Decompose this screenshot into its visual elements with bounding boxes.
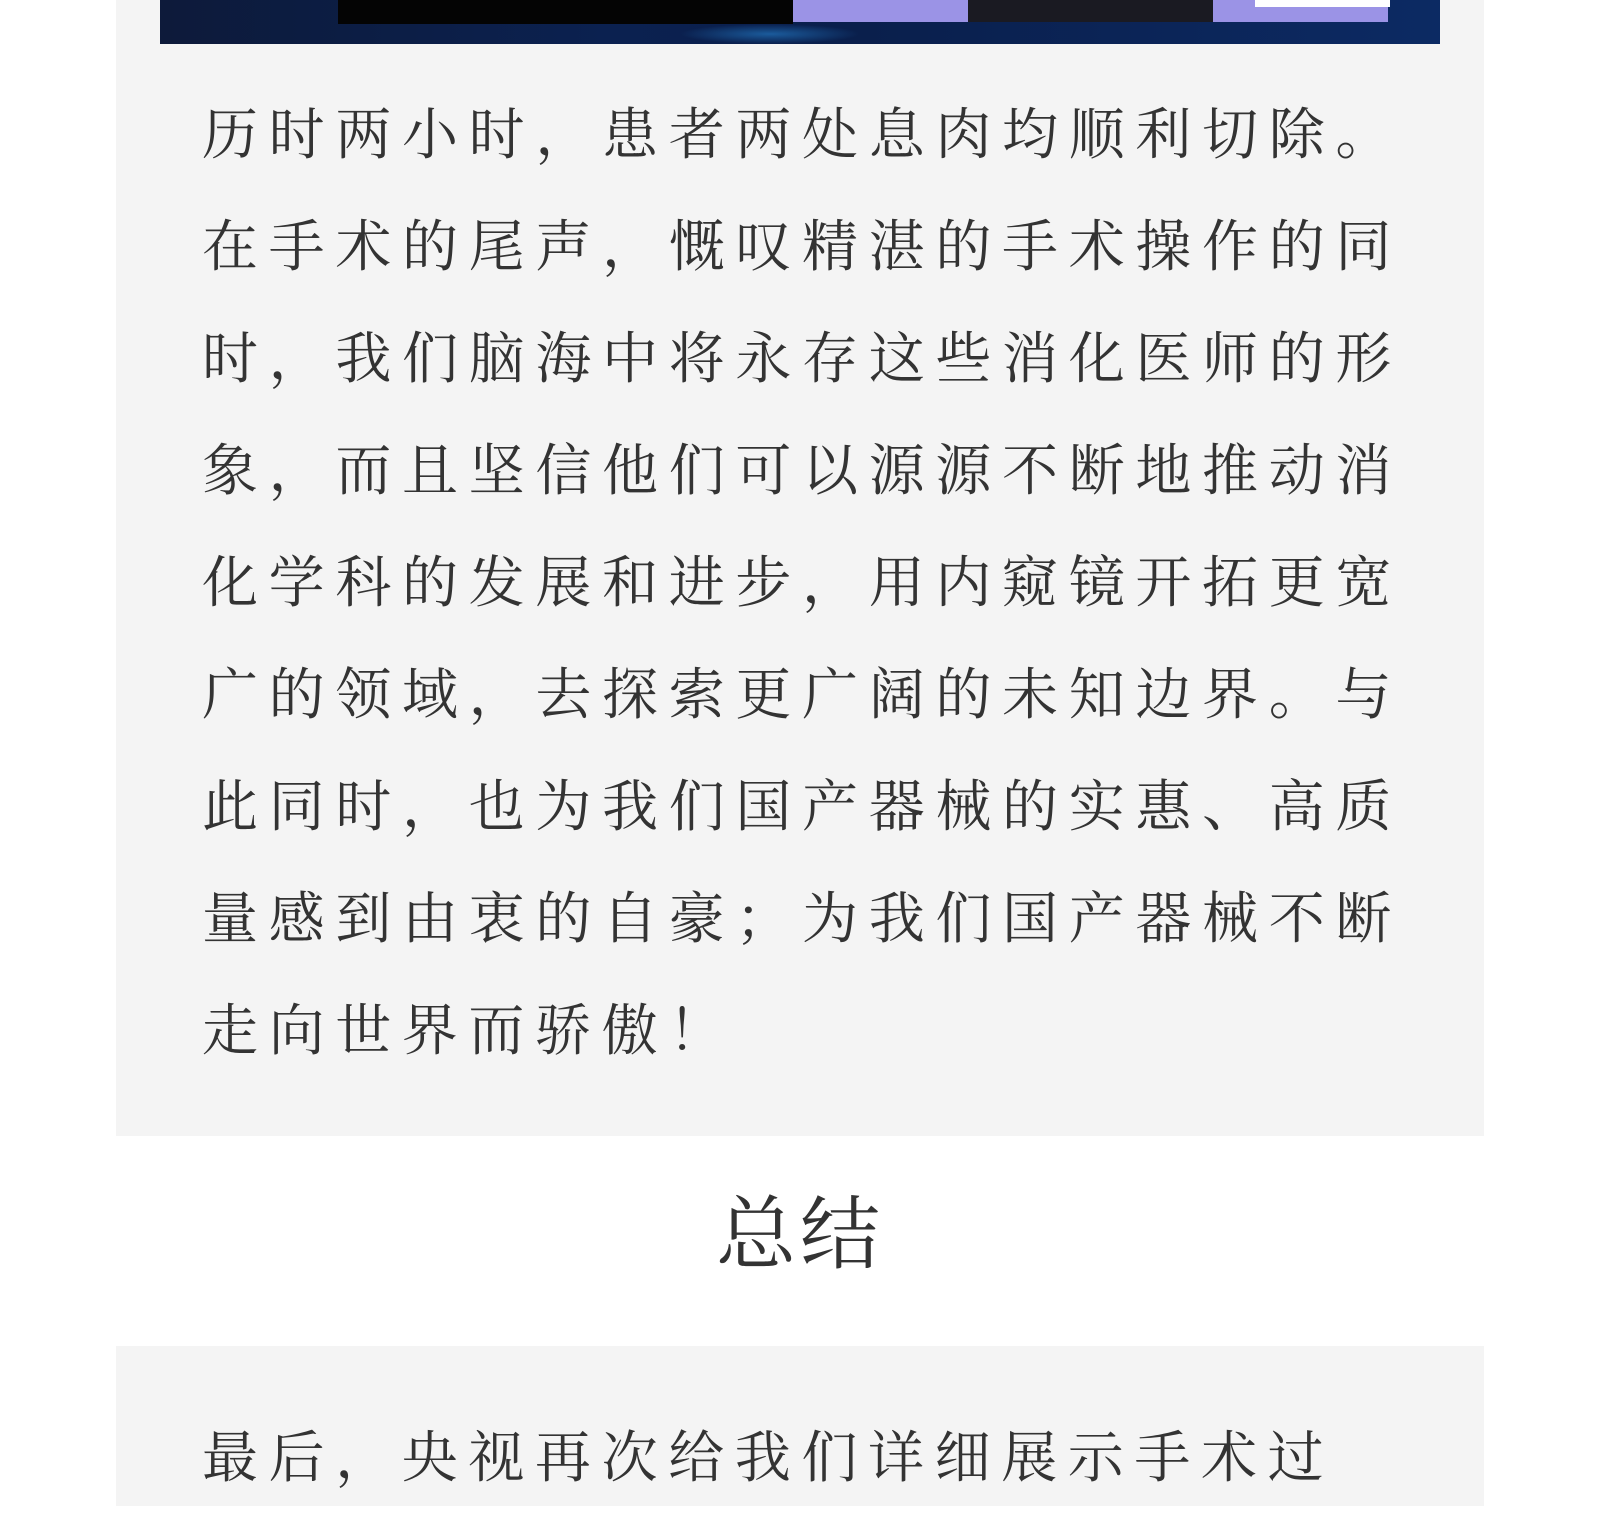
surgery-video-image[interactable]	[160, 0, 1440, 44]
content-card	[116, 0, 1484, 1136]
section-title: 总结	[716, 1188, 884, 1281]
summary-paragraph: 最后，央视再次给我们详细展示手术过	[202, 1426, 1335, 1491]
article-paragraph: 历时两小时，患者两处息肉均顺利切除。在手术的尾声，慨叹精湛的手术操作的同时，我们脑海中将永存这些消化医师的形象，而且坚信他们可以源源不断地推动消化学科的发展和进步，用内窥镜开拓更宽广的领域，去探索更广阔的未知边界。与此同时，也为我们国产器械的实惠、高质量感到由衷的自豪；为我们国产器械不断走向世界而骄傲！	[202, 103, 1402, 1064]
summary-card	[116, 1346, 1484, 1506]
